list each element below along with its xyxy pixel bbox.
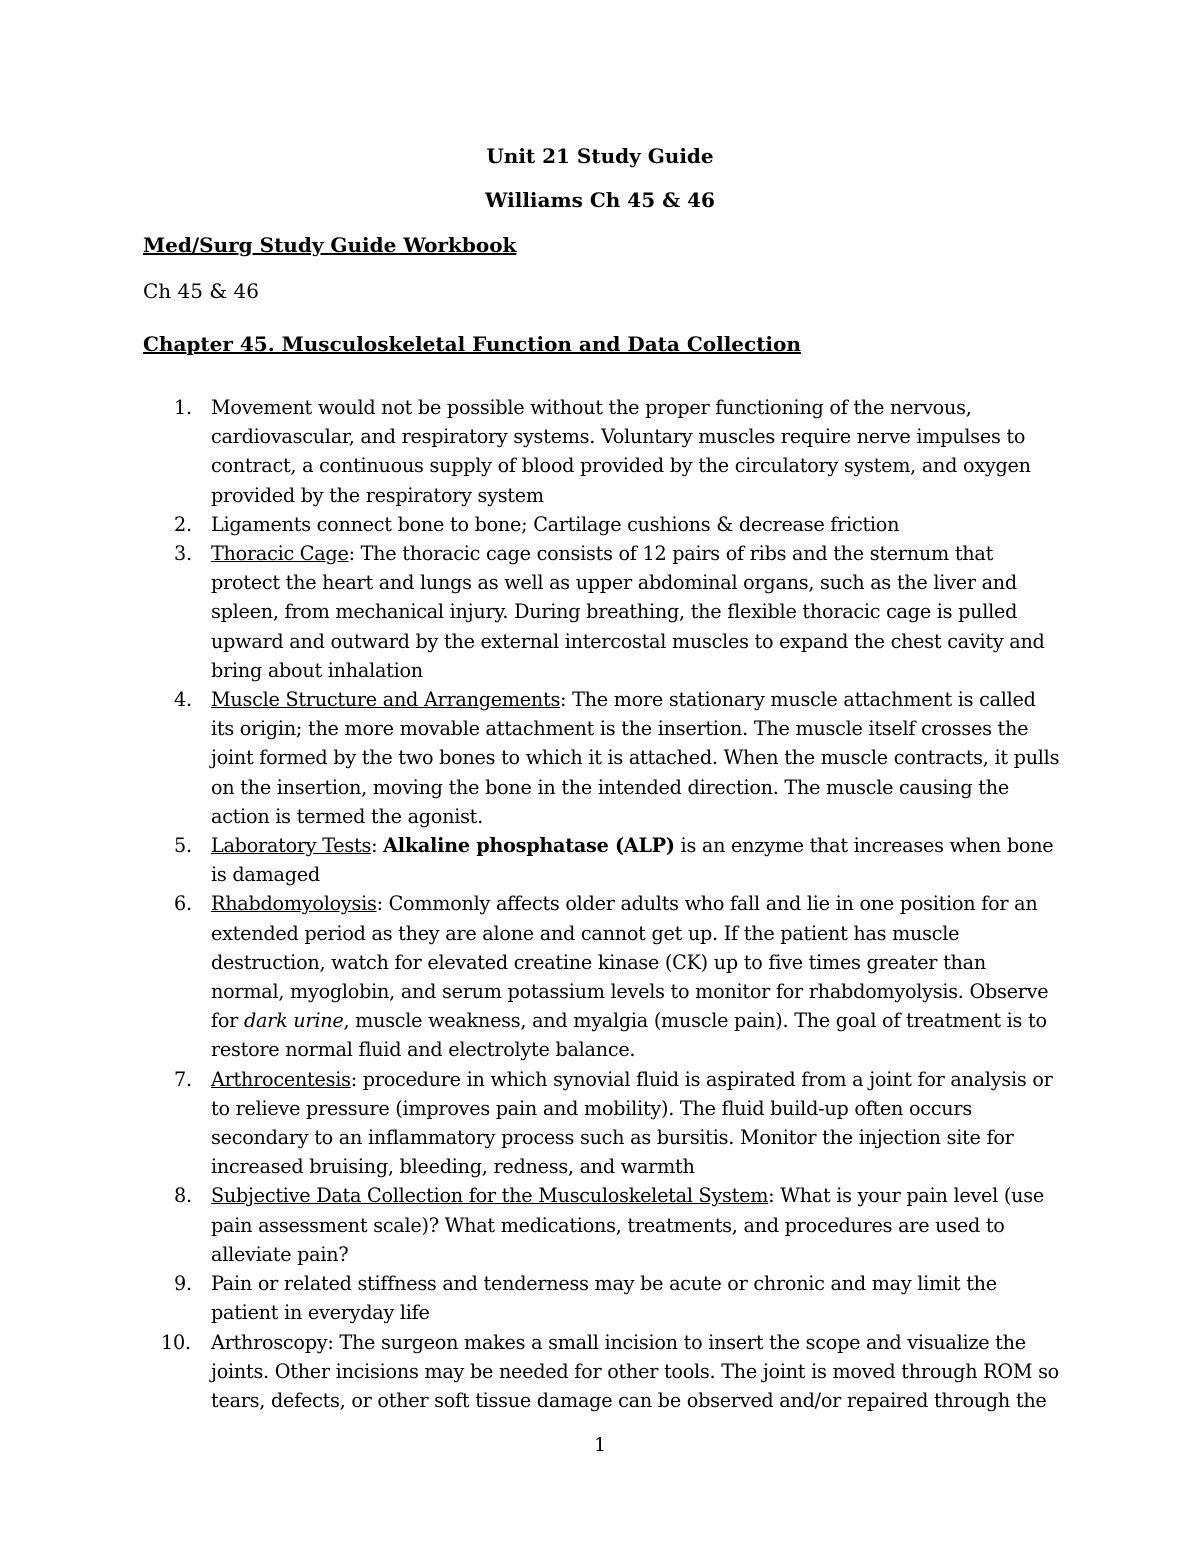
list-item-term: Laboratory Tests	[211, 834, 372, 858]
list-item-text: Pain or related stiffness and tenderness may be acute or chronic and may limit the patient in everyday life	[211, 1272, 997, 1325]
list-item-bold-term: Alkaline phosphatase (ALP)	[383, 834, 675, 858]
list-item-term: Subjective Data Collection for the Musculoskeletal System	[211, 1184, 769, 1208]
list-item	[143, 685, 1063, 831]
document-subtitle: Williams Ch 45 & 46	[485, 188, 715, 212]
list-item-text: : The more stationary muscle attachment is called its origin; the more movable attachment is the insertion. The muscle itself crosses the joint formed by the two bones to which it is attached. When the muscle contracts, it pulls on the insertion, moving the bone in the intended direction. The muscle causing the action is termed the agonist.	[211, 688, 1060, 828]
list-item-text: Movement would not be possible without the proper functioning of the nervous, cardiovascular, and respiratory systems. Voluntary muscles require nerve impulses to contract, a continuous supply of blood provided by the circulatory system, and oxygen provided by the respiratory system	[211, 396, 1031, 507]
page-number: 1	[593, 1434, 607, 1456]
chapter-heading: Chapter 45. Musculoskeletal Function and Data Collection	[143, 332, 801, 356]
list-item-number: 10.	[161, 1330, 191, 1354]
list-item	[143, 510, 1063, 539]
workbook-heading: Med/Surg Study Guide Workbook	[143, 233, 517, 257]
list-item-number: 1.	[174, 396, 192, 419]
list-item-text: Ligaments connect bone to bone; Cartilage cushions & decrease friction	[211, 512, 900, 536]
list-item-text: : Commonly affects older adults who fall and lie in one position for an extended period as they are alone and cannot get up. If the patient has muscle destruction, watch for elevated creatine kinase (CK) up to five times greater than normal, myoglobin, and serum potassium levels to monitor for rhabdomyolysis. Observe for	[211, 892, 1049, 1033]
study-guide-list	[143, 393, 1063, 1415]
list-item-term: Rhabdomyoloysis	[211, 892, 377, 916]
list-item-text: Arthroscopy: The surgeon makes a small incision to insert the scope and visualize the joints. Other incisions may be needed for other tools. The joint is moved through ROM so tears, defects, or other soft tissue damage can be observed and/or repaired through the	[211, 1330, 1059, 1412]
list-item-number: 9.	[174, 1272, 192, 1296]
list-item-text: : procedure in which synovial fluid is aspirated from a joint for analysis or to relieve pressure (improves pain and mobility). The fluid build-up often occurs secondary to an inflammatory process such as bursitis. Monitor the injection site for increased bruising, bleeding, redness, and warmth	[211, 1067, 1053, 1179]
document-title: Unit 21 Study Guide	[486, 144, 714, 168]
list-item	[143, 1328, 1063, 1416]
list-item-term: Arthrocentesis	[211, 1067, 351, 1091]
list-item	[143, 1065, 1063, 1182]
list-item-number: 3.	[174, 542, 192, 566]
list-item	[143, 1181, 1063, 1269]
list-item	[143, 831, 1063, 889]
list-item-text: : The thoracic cage consists of 12 pairs of ribs and the sternum that protect the heart and lungs as well as upper abdominal organs, such as the liver and spleen, from mechanical injury. During breathing, the flexible thoracic cage is pulled upward and outward by the external intercostal muscles to expand the chest cavity and bring about inhalation	[211, 542, 1045, 682]
list-item-number: 2.	[174, 512, 192, 536]
list-item-number: 5.	[174, 834, 192, 858]
list-item-colon: :	[371, 834, 384, 858]
list-item-term: Muscle Structure and Arrangements	[211, 688, 561, 712]
list-item	[143, 393, 1063, 510]
list-item-text: : What is your pain level (use pain assessment scale)? What medications, treatments, and procedures are used to alleviate pain?	[211, 1184, 1044, 1266]
list-item	[143, 1269, 1063, 1327]
list-item	[143, 889, 1063, 1064]
list-item	[143, 539, 1063, 685]
list-item-term: Thoracic Cage	[211, 542, 349, 566]
chapters-line: Ch 45 & 46	[143, 279, 259, 303]
list-item-number: 8.	[174, 1184, 192, 1208]
list-item-number: 7.	[174, 1067, 192, 1091]
list-item-number: 4.	[174, 688, 192, 712]
list-item-text: is an enzyme that increases when bone is damaged	[211, 834, 1054, 887]
list-item-italic: dark urine	[243, 1009, 344, 1033]
list-item-text-after: , muscle weakness, and myalgia (muscle pain). The goal of treatment is to restore normal fluid and electrolyte balance.	[211, 1009, 1047, 1062]
list-item-number: 6.	[174, 892, 192, 916]
